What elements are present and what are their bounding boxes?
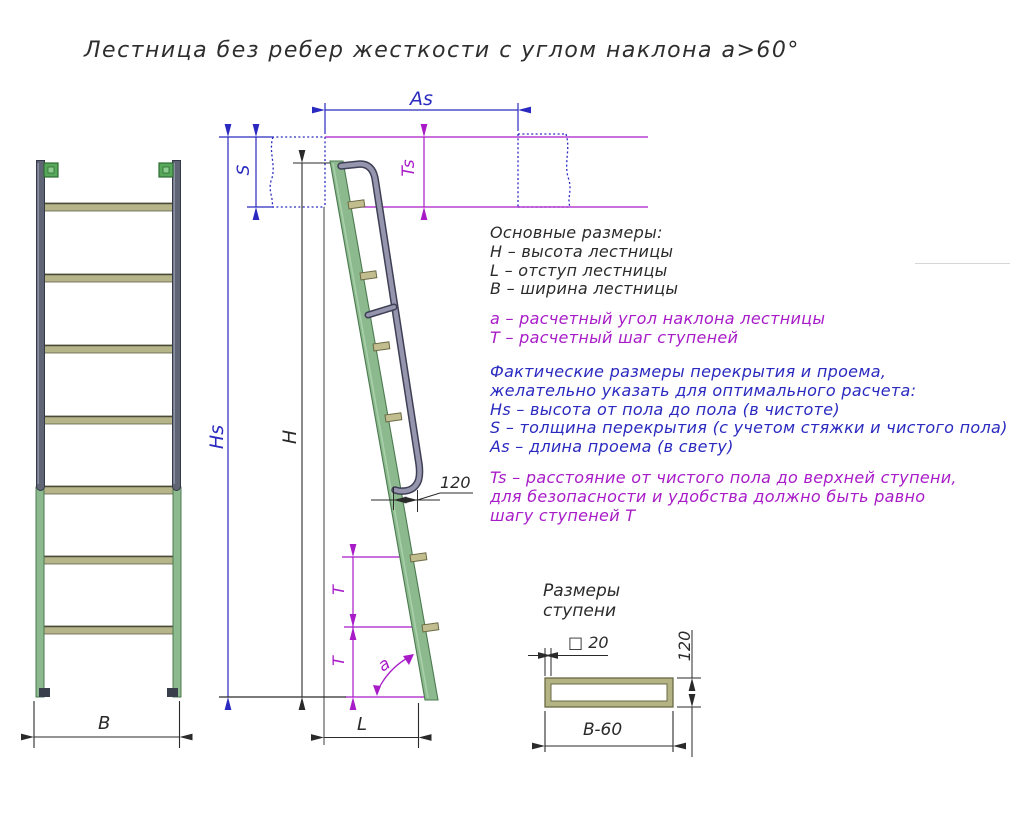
dim-label-h: H xyxy=(279,429,301,445)
step-tube-inner xyxy=(551,684,667,701)
legend-line: As – длина проема (в свету) xyxy=(490,437,734,457)
step-stub xyxy=(422,623,439,632)
step-section-heading-2: ступени xyxy=(543,601,617,621)
legend-line: Ts – расстояние от чистого пола до верхней ступени, xyxy=(490,468,957,487)
dim-label-t-upper: T xyxy=(329,585,348,595)
dim-label-t-lower: T xyxy=(329,656,348,666)
legend-basic-heading: Основные размеры: xyxy=(490,223,663,242)
front-right-stringer xyxy=(173,487,181,697)
legend-line: для безопасности и удобства должно быть равно xyxy=(490,486,926,506)
legend-line: Hs – высота от пола до пола (в чистоте) xyxy=(490,399,840,419)
dim-label-b: B xyxy=(98,713,111,734)
slab-left xyxy=(270,137,325,207)
dim-label-120-depth: 120 xyxy=(675,630,694,662)
rung xyxy=(36,345,181,353)
rung xyxy=(36,626,181,634)
front-left-stringer xyxy=(36,487,44,697)
dimension-hs xyxy=(219,137,272,697)
legend-calc xyxy=(490,310,825,348)
front-view xyxy=(34,161,181,749)
legend-basic xyxy=(490,224,678,299)
dim-label-s: S xyxy=(234,164,254,176)
wall-bracket-right xyxy=(159,163,173,177)
step-section-heading-1: Размеры xyxy=(543,581,621,601)
dim-label-square-20: □ 20 xyxy=(568,633,609,652)
legend-actual xyxy=(490,363,1008,457)
rung xyxy=(36,274,181,282)
faint-divider xyxy=(915,263,1010,264)
legend-item: B – ширина лестницы xyxy=(490,279,679,299)
step-stub xyxy=(385,413,402,422)
legend-item: H – высота лестницы xyxy=(490,241,674,261)
legend-line: шагу ступеней T xyxy=(490,505,636,525)
rung xyxy=(36,416,181,424)
legend-item: a – расчетный угол наклона лестницы xyxy=(490,309,826,328)
rung xyxy=(36,486,181,494)
foot-left xyxy=(39,688,50,697)
step-stub xyxy=(373,342,390,351)
rung xyxy=(36,203,181,211)
slab-right xyxy=(518,134,571,207)
dim-label-l: L xyxy=(357,714,368,735)
dim-label-as: As xyxy=(410,88,433,110)
foot-right xyxy=(167,688,178,697)
rung xyxy=(36,556,181,564)
dim-label-120-offset: 120 xyxy=(440,473,471,492)
front-view-rungs xyxy=(36,203,181,634)
step-stub xyxy=(360,271,377,280)
legend-line: желательно указать для оптимального расчета: xyxy=(490,380,917,400)
legend-line: S – толщина перекрытия (с учетом стяжки и чистого пола) xyxy=(490,418,1008,438)
step-stub xyxy=(410,553,427,562)
legend-line: Фактические размеры перекрытия и проема, xyxy=(490,362,887,381)
dimension-square-20 xyxy=(528,648,608,676)
legend-item: L – отступ лестницы xyxy=(490,260,668,280)
legend-item: T – расчетный шаг ступеней xyxy=(490,327,739,347)
legend-ts-note xyxy=(490,469,957,525)
dim-label-ts: Ts xyxy=(399,159,419,177)
dimension-l xyxy=(324,703,419,748)
wall-bracket-left xyxy=(44,163,58,177)
dim-label-b-60: B-60 xyxy=(583,720,623,740)
page-title: Лестница без ребер жесткости с углом наклона a>60° xyxy=(84,38,800,63)
dim-label-angle: a xyxy=(374,653,394,677)
dim-label-hs: Hs xyxy=(206,424,228,450)
step-stub xyxy=(348,200,365,209)
